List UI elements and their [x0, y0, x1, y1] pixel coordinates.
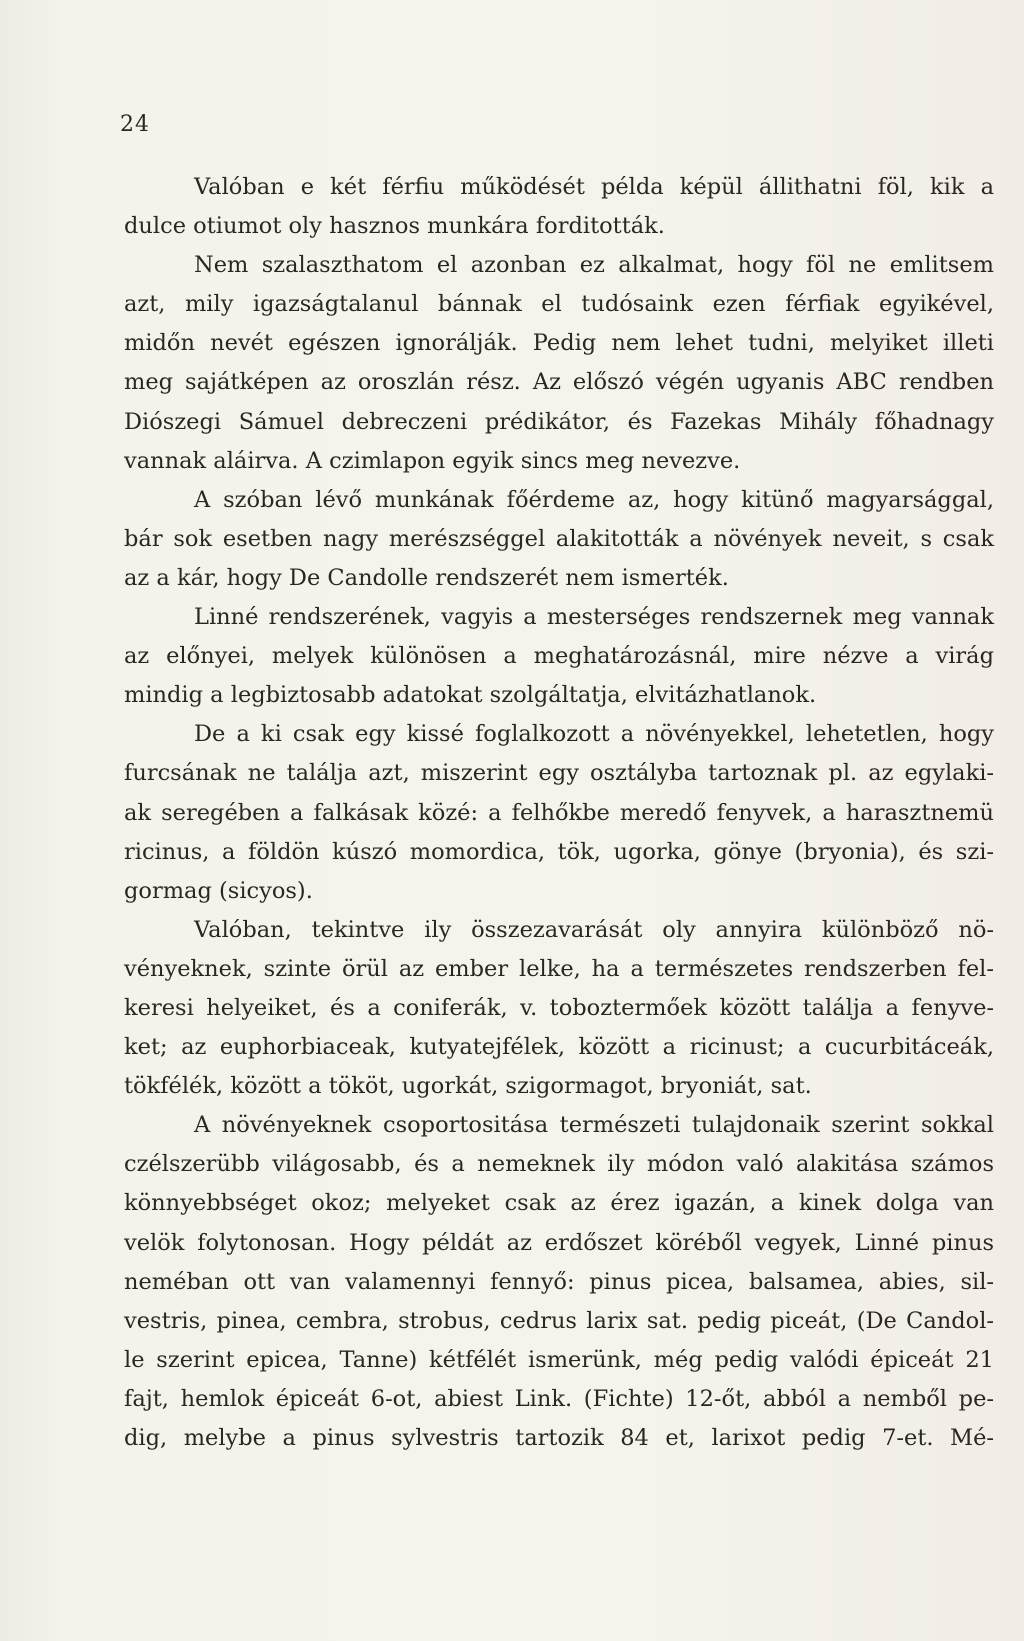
text-line: Valóban, tekintve ily összezavarását oly annyira különböző nö- — [194, 916, 994, 943]
text-line: bár sok esetben nagy merészséggel alakitották a növények neveit, s csak — [124, 525, 994, 552]
text-line: velök folytonosan. Hogy példát az erdőszet köréből vegyek, Linné pinus — [124, 1229, 994, 1256]
text-line: le szerint epicea, Tanne) kétfélét ismerünk, még pedig valódi épiceát 21 — [124, 1346, 994, 1373]
page-number: 24 — [120, 112, 150, 137]
text-line: azt, mily igazságtalanul bánnak el tudósaink ezen férfiak egyikével, — [124, 291, 994, 318]
text-line: midőn nevét egészen ignorálják. Pedig nem lehet tudni, melyiket illeti — [124, 330, 994, 357]
text-line: az előnyei, melyek különösen a meghatározásnál, mire nézve a virág — [124, 643, 994, 670]
text-line: fajt, hemlok épiceát 6-ot, abiest Link. (Fichte) 12-őt, abból a nemből pe- — [124, 1385, 994, 1412]
text-line: könnyebbséget okoz; melyeket csak az érez igazán, a kinek dolga van — [124, 1190, 994, 1217]
text-line: Diószegi Sámuel debreczeni prédikátor, és Fazekas Mihály főhadnagy — [124, 408, 994, 435]
text-line: gormag (sicyos). — [124, 877, 313, 904]
text-line: Nem szalaszthatom el azonban ez alkalmat, hogy föl ne emlitsem — [194, 252, 994, 279]
text-line: Valóban e két férfiu működését példa képül állithatni föl, kik a — [194, 174, 994, 200]
text-line: furcsának ne találja azt, miszerint egy osztályba tartoznak pl. az egylaki- — [124, 760, 994, 787]
text-line: vényeknek, szinte örül az ember lelke, ha a természetes rendszerben fel- — [124, 955, 994, 982]
text-line: A növényeknek csoportositása természeti tulajdonaik szerint sokkal — [194, 1112, 994, 1139]
text-line: De a ki csak egy kissé foglalkozott a növényekkel, lehetetlen, hogy — [194, 721, 994, 748]
text-line: czélszerübb világosabb, és a nemeknek ily módon való alakitása számos — [124, 1151, 994, 1178]
text-line: mindig a legbiztosabb adatokat szolgáltatja, elvitázhatlanok. — [124, 682, 817, 709]
text-line: dulce otiumot oly hasznos munkára forditották. — [124, 213, 665, 240]
text-line: ak seregében a falkásak közé: a felhőkbe meredő fenyvek, a harasztnemü — [124, 799, 994, 826]
text-line: keresi helyeiket, és a coniferák, v. toboztermőek között találja a fenyve- — [124, 994, 994, 1021]
text-line: A szóban lévő munkának főérdeme az, hogy kitünő magyarsággal, — [194, 486, 994, 513]
text-line: ket; az euphorbiaceak, kutyatejfélek, között a ricinust; a cucurbitáceák, — [124, 1034, 994, 1061]
text-line: tökfélék, között a tököt, ugorkát, szigormagot, bryoniát, sat. — [124, 1073, 812, 1100]
text-line: vannak aláirva. A czimlapon egyik sincs meg nevezve. — [124, 447, 741, 474]
text-line: ricinus, a földön kúszó momordica, tök, ugorka, gönye (bryonia), és szi- — [124, 838, 994, 865]
text-line: az a kár, hogy De Candolle rendszerét nem ismerték. — [124, 564, 729, 591]
body-text — [124, 168, 994, 1458]
text-line: vestris, pinea, cembra, strobus, cedrus larix sat. pedig piceát, (De Candol- — [124, 1307, 994, 1334]
text-line: neméban ott van valamennyi fennyő: pinus picea, balsamea, abies, sil- — [124, 1268, 994, 1295]
text-line: Linné rendszerének, vagyis a mesterséges rendszernek meg vannak — [194, 604, 994, 631]
text-line: meg sajátképen az oroszlán rész. Az előszó végén ugyanis ABC rendben — [124, 369, 994, 396]
text-line: dig, melybe a pinus sylvestris tartozik 84 et, larixot pedig 7-et. Mé- — [124, 1425, 994, 1451]
